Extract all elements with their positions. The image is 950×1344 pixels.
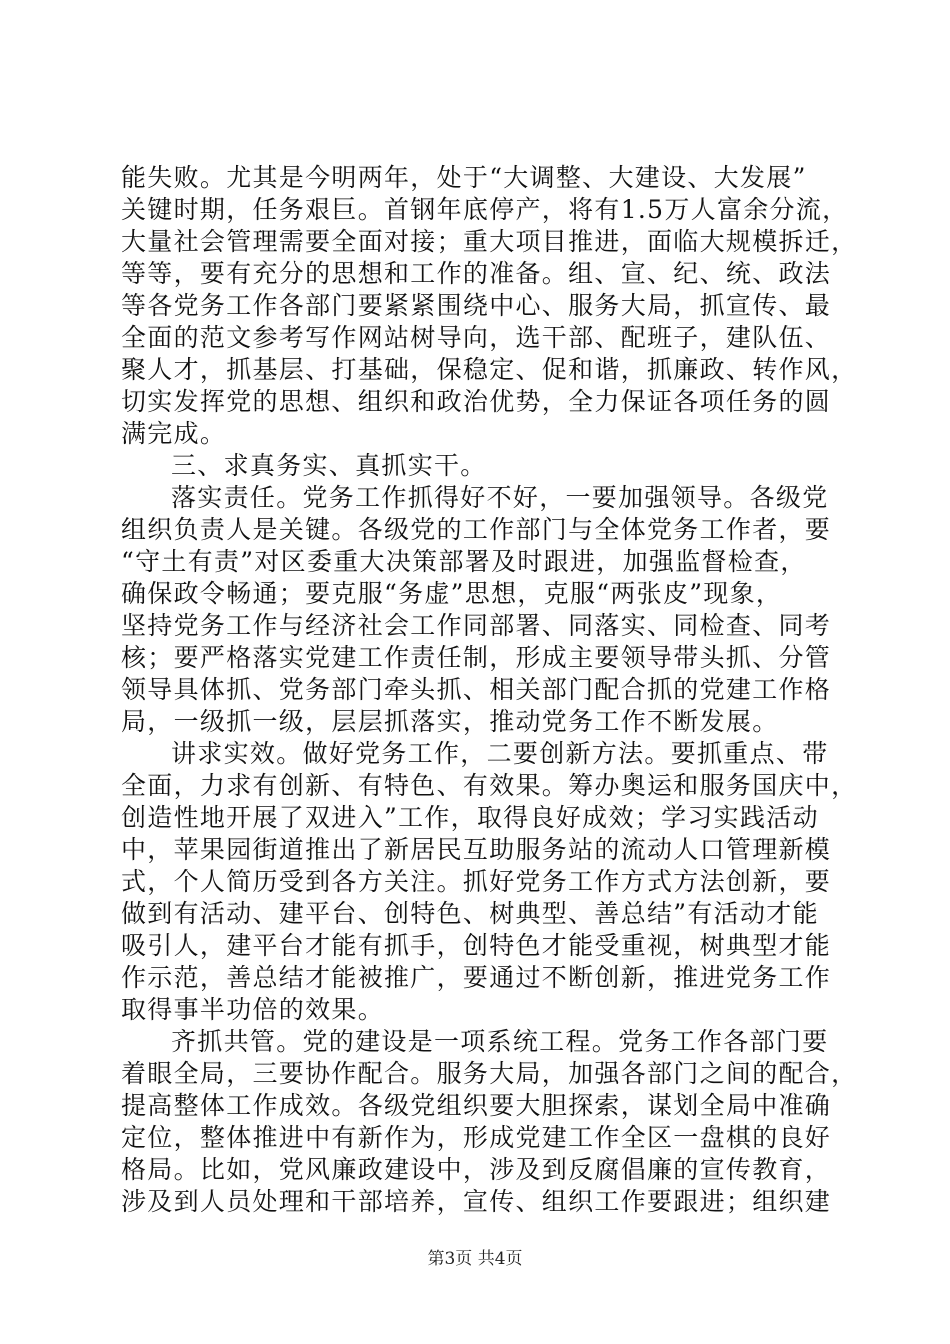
text-line: 讲求实效。做好党务工作，二要创新方法。要抓重点、带 (171, 739, 829, 768)
text-line: 中，苹果园街道推出了新居民互助服务站的流动人口管理新模 (121, 835, 832, 864)
text-line: 满完成。 (121, 419, 227, 448)
text-line: 三、求真务实、真抓实干。 (171, 451, 487, 480)
text-line: 吸引人，建平台才能有抓手，创特色才能受重视，树典型才能 (121, 931, 832, 960)
text-line: 落实责任。党务工作抓得好不好，一要加强领导。各级党 (171, 483, 829, 512)
text-line: 定位，整体推进中有新作为，形成党建工作全区一盘棋的良好 (121, 1123, 832, 1152)
text-line: 能失败。尤其是今明两年，处于“大调整、大建设、大发展” (121, 163, 807, 192)
text-line: 全面，力求有创新、有特色、有效果。筹办奥运和服务国庆中， (121, 771, 858, 800)
text-line: 做到有活动、建平台、创特色、树典型、善总结”有活动才能 (121, 899, 819, 928)
text-line: 全面的范文参考写作网站树导向，选干部、配班子，建队伍、 (121, 323, 832, 352)
text-line: 齐抓共管。党的建设是一项系统工程。党务工作各部门要 (171, 1027, 829, 1056)
text-line: 提高整体工作成效。各级党组织要大胆探索，谋划全局中准确 (121, 1091, 832, 1120)
text-line: 核；要严格落实党建工作责任制，形成主要领导带头抓、分管 (121, 643, 832, 672)
text-line: 聚人才，抓基层、打基础，保稳定、促和谐，抓廉政、转作风， (121, 355, 858, 384)
text-line: 组织负责人是关键。各级党的工作部门与全体党务工作者，要 (121, 515, 832, 544)
text-line: 涉及到人员处理和干部培养，宣传、组织工作要跟进；组织建 (121, 1187, 832, 1216)
document-body (121, 162, 858, 1218)
text-line: 局，一级抓一级，层层抓落实，推动党务工作不断发展。 (121, 707, 779, 736)
text-line: 确保政令畅通；要克服“务虚”思想，克服“两张皮”现象， (121, 579, 783, 608)
text-line: 大量社会管理需要全面对接；重大项目推进，面临大规模拆迁， (121, 227, 858, 256)
text-line: 切实发挥党的思想、组织和政治优势，全力保证各项任务的圆 (121, 387, 832, 416)
text-line: 格局。比如，党风廉政建设中，涉及到反腐倡廉的宣传教育， (121, 1155, 832, 1184)
text-line: 作示范，善总结才能被推广，要通过不断创新，推进党务工作 (121, 963, 832, 992)
text-line: “守土有责”对区委重大决策部署及时跟进，加强监督检查， (121, 547, 807, 576)
text-line: 创造性地开展了双进入”工作，取得良好成效；学习实践活动 (121, 803, 819, 832)
text-line: 坚持党务工作与经济社会工作同部署、同落实、同检查、同考 (121, 611, 832, 640)
text-line: 等等，要有充分的思想和工作的准备。组、宣、纪、统、政法 (121, 259, 832, 288)
text-line: 式，个人简历受到各方关注。抓好党务工作方式方法创新，要 (121, 867, 832, 896)
text-line: 取得事半功倍的效果。 (121, 995, 385, 1024)
text-line: 领导具体抓、党务部门牵头抓、相关部门配合抓的党建工作格 (121, 675, 832, 704)
text-line: 着眼全局，三要协作配合。服务大局，加强各部门之间的配合， (121, 1059, 858, 1088)
page-footer: 第3页 共4页 (427, 1249, 523, 1269)
text-line: 关键时期，任务艰巨。首钢年底停产，将有1.5万人富余分流， (121, 195, 849, 224)
text-line: 等各党务工作各部门要紧紧围绕中心、服务大局，抓宣传、最 (121, 291, 832, 320)
